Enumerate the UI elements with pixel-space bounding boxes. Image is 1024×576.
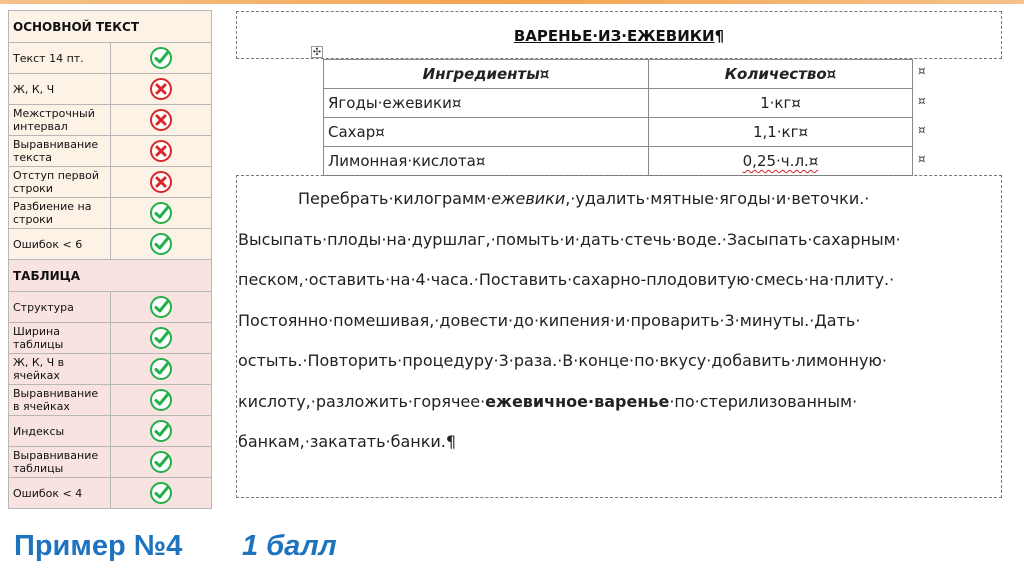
checklist-row <box>9 198 212 229</box>
check-circle-icon <box>149 46 173 70</box>
table-move-handle-icon[interactable]: ✣ <box>312 47 322 58</box>
checklist-section-header <box>9 260 212 292</box>
criterion-label: Ошибок < 6 <box>9 229 111 260</box>
criterion-status <box>110 416 212 447</box>
slide-top-bar <box>0 0 1024 4</box>
check-circle-icon <box>149 295 173 319</box>
criterion-label: Разбиение на строки <box>9 198 111 229</box>
check-circle-icon <box>149 357 173 381</box>
paragraph-line: остыть.·Повторить·процедуру·3·раза.·В·конце·по·вкусу·добавить·лимонную· <box>238 351 887 370</box>
paragraph-line: банкам,·закатать·банки.¶ <box>238 432 457 451</box>
criterion-status <box>110 198 212 229</box>
table-header-row <box>324 60 913 89</box>
criterion-label: Выравнивание в ячейках <box>9 385 111 416</box>
checklist-row <box>9 385 212 416</box>
document-title[interactable]: ВАРЕНЬЕ·ИЗ·ЕЖЕВИКИ¶ <box>513 27 725 45</box>
criterion-status <box>110 136 212 167</box>
criterion-status <box>110 167 212 198</box>
checklist-row <box>9 43 212 74</box>
checklist-row <box>9 447 212 478</box>
criterion-status <box>110 43 212 74</box>
criterion-status <box>110 292 212 323</box>
cross-circle-icon <box>149 139 173 163</box>
cross-circle-icon <box>149 77 173 101</box>
criterion-label: Текст 14 пт. <box>9 43 111 74</box>
checklist-row <box>9 229 212 260</box>
check-circle-icon <box>149 388 173 412</box>
criterion-label: Ширина таблицы <box>9 323 111 354</box>
paragraph-line: песком,·оставить·на·4·часа.·Поставить·сахарно-плодовитую·смесь·на·плиту.· <box>238 270 895 289</box>
checklist-row <box>9 74 212 105</box>
recipe-paragraph[interactable] <box>238 179 1000 463</box>
criterion-label: Отступ первой строки <box>9 167 111 198</box>
check-circle-icon <box>149 481 173 505</box>
checklist-row <box>9 323 212 354</box>
table-row <box>324 118 913 147</box>
example-title: Пример №4 <box>14 530 183 562</box>
criterion-status <box>110 74 212 105</box>
criterion-label: Структура <box>9 292 111 323</box>
checklist-row <box>9 167 212 198</box>
criterion-status <box>110 478 212 509</box>
checklist-row <box>9 354 212 385</box>
row-end-mark: ¤ <box>918 94 926 108</box>
criterion-status <box>110 105 212 136</box>
criterion-label: Индексы <box>9 416 111 447</box>
checklist-row <box>9 105 212 136</box>
ingredient-cell[interactable]: Лимонная·кислота¤ <box>324 147 649 176</box>
section-title: ОСНОВНОЙ ТЕКСТ <box>9 11 212 43</box>
row-end-mark: ¤ <box>918 152 926 166</box>
criterion-label: Межстрочный интервал <box>9 105 111 136</box>
check-circle-icon <box>149 232 173 256</box>
quantity-cell[interactable]: 0,25·ч.л.¤ <box>649 147 913 176</box>
quantity-cell[interactable]: 1·кг¤ <box>649 89 913 118</box>
criterion-status <box>110 354 212 385</box>
checklist-row <box>9 478 212 509</box>
row-end-mark: ¤ <box>918 64 926 78</box>
checklist-row <box>9 416 212 447</box>
quantity-cell[interactable]: 1,1·кг¤ <box>649 118 913 147</box>
paragraph-line: Перебрать·килограмм·ежевики,·удалить·мятные·ягоды·и·веточки.· <box>298 189 870 208</box>
criterion-label: Выравнивание таблицы <box>9 447 111 478</box>
header-ingredients[interactable]: Ингредиенты¤ <box>324 60 649 89</box>
criterion-label: Ж, К, Ч <box>9 74 111 105</box>
checklist-row <box>9 136 212 167</box>
ingredients-table <box>323 59 913 176</box>
check-circle-icon <box>149 201 173 225</box>
criterion-status <box>110 229 212 260</box>
checklist-section-header <box>9 11 212 43</box>
checklist-row <box>9 292 212 323</box>
ingredient-cell[interactable]: Сахар¤ <box>324 118 649 147</box>
criterion-status <box>110 323 212 354</box>
check-circle-icon <box>149 450 173 474</box>
ingredient-cell[interactable]: Ягоды·ежевики¤ <box>324 89 649 118</box>
criterion-label: Ж, К, Ч в ячейках <box>9 354 111 385</box>
paragraph-line: Высыпать·плоды·на·дуршлаг,·помыть·и·дать·стечь·воде.·Засыпать·сахарным· <box>238 229 901 249</box>
table-row <box>324 147 913 176</box>
table-row <box>324 89 913 118</box>
criterion-status <box>110 447 212 478</box>
criterion-label: Выравнивание текста <box>9 136 111 167</box>
criterion-label: Ошибок < 4 <box>9 478 111 509</box>
check-circle-icon <box>149 419 173 443</box>
document-title-frame <box>236 11 1002 59</box>
section-title: ТАБЛИЦА <box>9 260 212 292</box>
cross-circle-icon <box>149 108 173 132</box>
grading-checklist <box>8 10 212 509</box>
paragraph-line: Постоянно·помешивая,·довести·до·кипения·и·проварить·3·минуты.·Дать· <box>238 310 861 330</box>
check-circle-icon <box>149 326 173 350</box>
criterion-status <box>110 385 212 416</box>
row-end-mark: ¤ <box>918 123 926 137</box>
cross-circle-icon <box>149 170 173 194</box>
paragraph-line: кислоту,·разложить·горячее·ежевичное·варенье·по·стерилизованным· <box>238 391 858 411</box>
example-score: 1 балл <box>242 530 337 562</box>
header-quantity[interactable]: Количество¤ <box>649 60 913 89</box>
